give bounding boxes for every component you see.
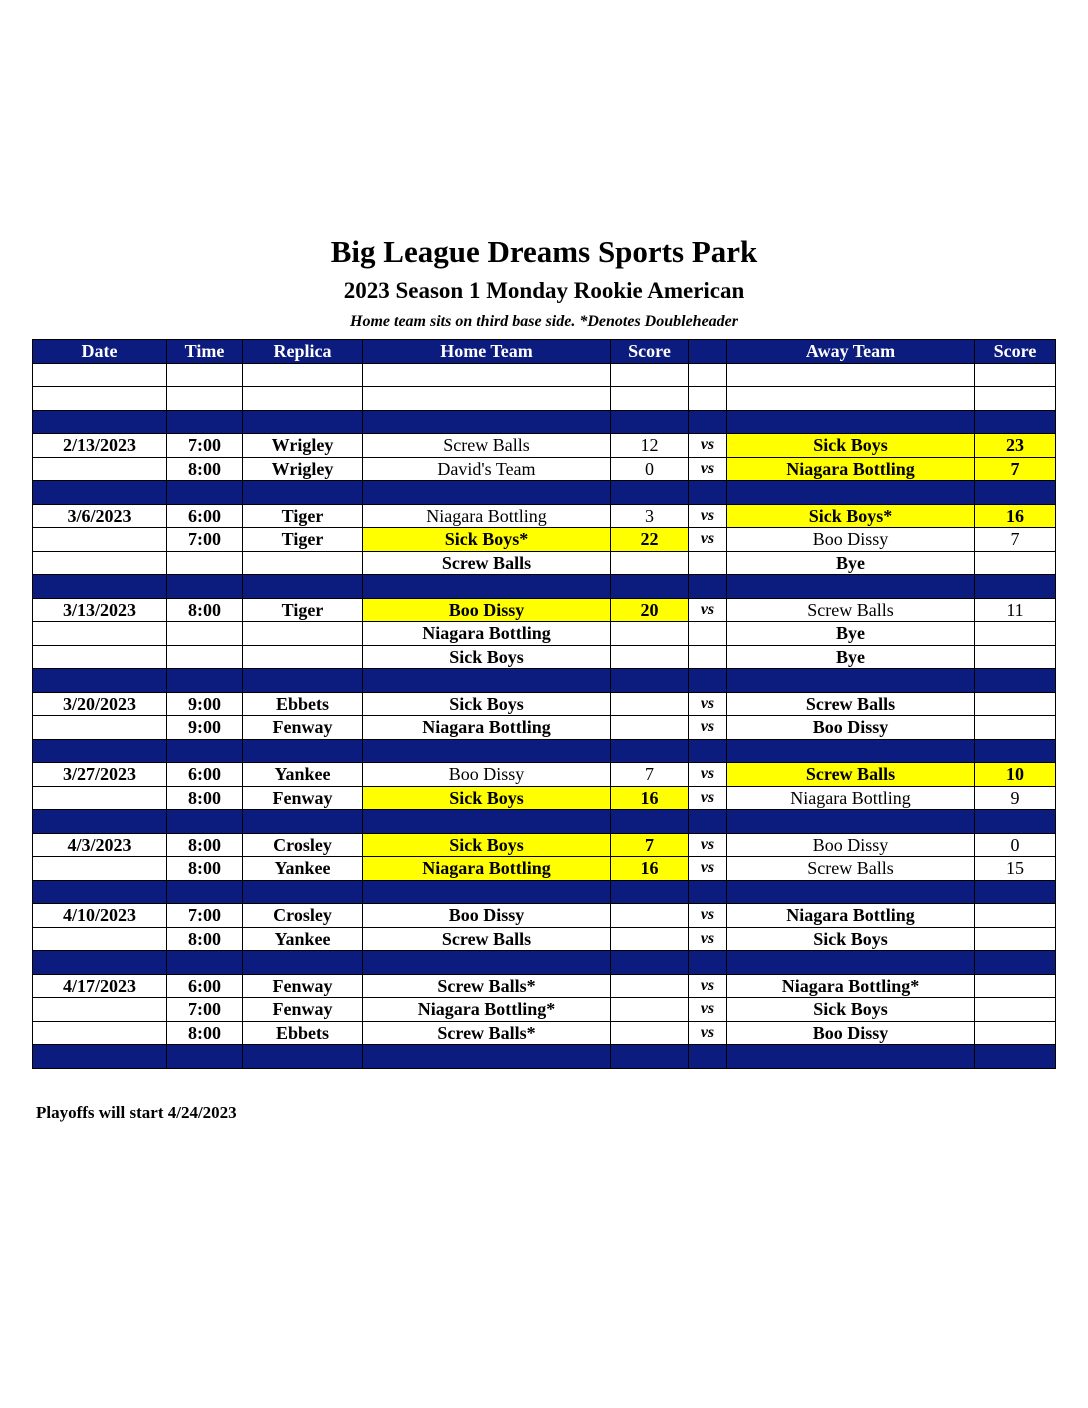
- game-replica: Tiger: [243, 504, 363, 528]
- separator-cell: [167, 575, 243, 599]
- separator-cell: [167, 880, 243, 904]
- away-team: Niagara Bottling: [727, 786, 975, 810]
- home-team: Screw Balls*: [363, 1021, 611, 1045]
- blank-cell: [727, 387, 975, 411]
- vs-label: vs: [689, 1021, 727, 1045]
- separator-cell: [167, 410, 243, 434]
- header-replica: Replica: [243, 340, 363, 364]
- separator-cell: [611, 810, 689, 834]
- game-date: [33, 457, 167, 481]
- game-time: 8:00: [167, 1021, 243, 1045]
- separator-cell: [689, 1045, 727, 1069]
- game-date: 2/13/2023: [33, 434, 167, 458]
- home-team: Screw Balls: [363, 434, 611, 458]
- game-time: 9:00: [167, 716, 243, 740]
- game-replica: Crosley: [243, 833, 363, 857]
- away-team: Bye: [727, 645, 975, 669]
- game-date: [33, 998, 167, 1022]
- page-subtitle: 2023 Season 1 Monday Rookie American: [343, 278, 745, 303]
- blank-cell: [689, 363, 727, 387]
- home-score: 0: [611, 457, 689, 481]
- separator-cell: [975, 880, 1056, 904]
- game-row: [33, 504, 1056, 528]
- game-replica: Fenway: [243, 974, 363, 998]
- home-team: Sick Boys: [363, 786, 611, 810]
- home-score: [611, 974, 689, 998]
- home-team: Sick Boys: [363, 645, 611, 669]
- separator-cell: [611, 410, 689, 434]
- home-score: [611, 551, 689, 575]
- game-row: [33, 692, 1056, 716]
- vs-label: [689, 645, 727, 669]
- away-team: Boo Dissy: [727, 1021, 975, 1045]
- separator-cell: [243, 575, 363, 599]
- home-team: Niagara Bottling: [363, 622, 611, 646]
- home-team: Sick Boys: [363, 833, 611, 857]
- separator-cell: [363, 1045, 611, 1069]
- game-time: 7:00: [167, 998, 243, 1022]
- header-home-score: Score: [611, 340, 689, 364]
- separator-cell: [689, 951, 727, 975]
- separator-cell: [975, 410, 1056, 434]
- separator-cell: [975, 575, 1056, 599]
- separator-cell: [611, 880, 689, 904]
- separator-cell: [727, 951, 975, 975]
- vs-label: vs: [689, 857, 727, 881]
- away-score: [975, 927, 1056, 951]
- vs-label: vs: [689, 716, 727, 740]
- game-replica: [243, 551, 363, 575]
- home-team: Boo Dissy: [363, 763, 611, 787]
- vs-label: vs: [689, 504, 727, 528]
- separator-cell: [975, 481, 1056, 505]
- away-score: [975, 974, 1056, 998]
- header-row: [33, 340, 1056, 364]
- header-date: Date: [33, 340, 167, 364]
- vs-label: vs: [689, 927, 727, 951]
- separator-cell: [167, 481, 243, 505]
- separator-cell: [727, 575, 975, 599]
- header-home-team: Home Team: [363, 340, 611, 364]
- vs-label: vs: [689, 974, 727, 998]
- home-score: 22: [611, 528, 689, 552]
- game-time: 8:00: [167, 598, 243, 622]
- separator-cell: [243, 481, 363, 505]
- separator-cell: [33, 410, 167, 434]
- separator-cell: [243, 1045, 363, 1069]
- header-away-score: Score: [975, 340, 1056, 364]
- game-row: [33, 434, 1056, 458]
- home-team: Screw Balls: [363, 551, 611, 575]
- home-team: Sick Boys*: [363, 528, 611, 552]
- game-replica: Fenway: [243, 998, 363, 1022]
- separator-row: [33, 951, 1056, 975]
- separator-cell: [611, 575, 689, 599]
- game-replica: Ebbets: [243, 1021, 363, 1045]
- page-title: Big League Dreams Sports Park: [330, 234, 758, 269]
- away-team: Niagara Bottling: [727, 904, 975, 928]
- blank-cell: [363, 387, 611, 411]
- blank-row: [33, 363, 1056, 387]
- vs-label: [689, 622, 727, 646]
- game-row: [33, 645, 1056, 669]
- separator-cell: [167, 739, 243, 763]
- separator-cell: [727, 880, 975, 904]
- separator-cell: [975, 669, 1056, 693]
- game-time: 8:00: [167, 927, 243, 951]
- separator-cell: [689, 410, 727, 434]
- away-team: Bye: [727, 622, 975, 646]
- away-team: Sick Boys: [727, 434, 975, 458]
- separator-cell: [363, 575, 611, 599]
- blank-cell: [243, 387, 363, 411]
- separator-cell: [611, 739, 689, 763]
- blank-cell: [243, 363, 363, 387]
- away-score: 23: [975, 434, 1056, 458]
- away-team: Screw Balls: [727, 692, 975, 716]
- separator-cell: [363, 880, 611, 904]
- game-time: 8:00: [167, 786, 243, 810]
- away-score: 16: [975, 504, 1056, 528]
- game-date: [33, 786, 167, 810]
- home-team: Niagara Bottling: [363, 504, 611, 528]
- game-replica: Yankee: [243, 763, 363, 787]
- home-score: 3: [611, 504, 689, 528]
- game-date: 3/6/2023: [33, 504, 167, 528]
- away-score: 7: [975, 528, 1056, 552]
- separator-row: [33, 575, 1056, 599]
- game-date: [33, 716, 167, 740]
- home-score: [611, 1021, 689, 1045]
- game-row: [33, 598, 1056, 622]
- separator-cell: [975, 951, 1056, 975]
- separator-cell: [243, 810, 363, 834]
- away-score: [975, 998, 1056, 1022]
- separator-cell: [33, 880, 167, 904]
- game-time: 6:00: [167, 763, 243, 787]
- game-replica: Yankee: [243, 857, 363, 881]
- game-date: 4/10/2023: [33, 904, 167, 928]
- header-time: Time: [167, 340, 243, 364]
- home-score: 20: [611, 598, 689, 622]
- separator-cell: [243, 410, 363, 434]
- game-replica: Fenway: [243, 716, 363, 740]
- header-vs: [689, 340, 727, 364]
- away-team: Screw Balls: [727, 598, 975, 622]
- separator-cell: [689, 810, 727, 834]
- game-time: 9:00: [167, 692, 243, 716]
- separator-row: [33, 1045, 1056, 1069]
- separator-cell: [363, 481, 611, 505]
- game-row: [33, 786, 1056, 810]
- vs-label: vs: [689, 763, 727, 787]
- game-replica: Ebbets: [243, 692, 363, 716]
- home-team: Boo Dissy: [363, 904, 611, 928]
- home-team: Niagara Bottling: [363, 716, 611, 740]
- home-score: [611, 927, 689, 951]
- game-date: 3/13/2023: [33, 598, 167, 622]
- vs-label: vs: [689, 434, 727, 458]
- game-row: [33, 622, 1056, 646]
- separator-row: [33, 739, 1056, 763]
- game-time: 7:00: [167, 904, 243, 928]
- separator-cell: [611, 669, 689, 693]
- separator-cell: [611, 1045, 689, 1069]
- separator-cell: [689, 880, 727, 904]
- home-team: Screw Balls*: [363, 974, 611, 998]
- home-score: [611, 998, 689, 1022]
- game-time: [167, 551, 243, 575]
- game-row: [33, 551, 1056, 575]
- game-replica: [243, 645, 363, 669]
- away-score: 7: [975, 457, 1056, 481]
- home-team: Screw Balls: [363, 927, 611, 951]
- home-team: Niagara Bottling*: [363, 998, 611, 1022]
- separator-cell: [33, 951, 167, 975]
- separator-cell: [689, 481, 727, 505]
- separator-cell: [975, 739, 1056, 763]
- away-score: [975, 1021, 1056, 1045]
- blank-cell: [611, 387, 689, 411]
- game-date: [33, 528, 167, 552]
- separator-cell: [363, 810, 611, 834]
- game-row: [33, 833, 1056, 857]
- vs-label: vs: [689, 833, 727, 857]
- separator-cell: [727, 810, 975, 834]
- home-score: 16: [611, 786, 689, 810]
- separator-cell: [363, 951, 611, 975]
- away-team: Boo Dissy: [727, 716, 975, 740]
- blank-cell: [689, 387, 727, 411]
- separator-row: [33, 481, 1056, 505]
- vs-label: vs: [689, 998, 727, 1022]
- home-score: [611, 645, 689, 669]
- separator-cell: [167, 1045, 243, 1069]
- blank-cell: [975, 363, 1056, 387]
- header-away-team: Away Team: [727, 340, 975, 364]
- game-date: [33, 1021, 167, 1045]
- game-date: [33, 622, 167, 646]
- separator-cell: [243, 951, 363, 975]
- away-score: [975, 645, 1056, 669]
- separator-cell: [727, 1045, 975, 1069]
- game-replica: Tiger: [243, 598, 363, 622]
- separator-cell: [167, 669, 243, 693]
- separator-cell: [33, 669, 167, 693]
- game-time: 8:00: [167, 857, 243, 881]
- game-row: [33, 974, 1056, 998]
- separator-cell: [243, 669, 363, 693]
- separator-cell: [33, 810, 167, 834]
- separator-row: [33, 880, 1056, 904]
- separator-cell: [727, 739, 975, 763]
- separator-cell: [363, 410, 611, 434]
- away-team: Boo Dissy: [727, 528, 975, 552]
- away-team: Sick Boys*: [727, 504, 975, 528]
- home-score: 16: [611, 857, 689, 881]
- game-replica: [243, 622, 363, 646]
- separator-cell: [611, 481, 689, 505]
- away-team: Niagara Bottling*: [727, 974, 975, 998]
- away-team: Screw Balls: [727, 857, 975, 881]
- game-time: [167, 622, 243, 646]
- blank-cell: [611, 363, 689, 387]
- separator-cell: [33, 739, 167, 763]
- separator-cell: [689, 669, 727, 693]
- game-date: [33, 551, 167, 575]
- separator-cell: [689, 575, 727, 599]
- home-team: Sick Boys: [363, 692, 611, 716]
- home-score: [611, 692, 689, 716]
- away-score: 11: [975, 598, 1056, 622]
- home-team: Niagara Bottling: [363, 857, 611, 881]
- game-replica: Yankee: [243, 927, 363, 951]
- game-time: 8:00: [167, 833, 243, 857]
- game-date: 3/27/2023: [33, 763, 167, 787]
- vs-label: vs: [689, 528, 727, 552]
- away-score: [975, 904, 1056, 928]
- separator-row: [33, 669, 1056, 693]
- home-score: 7: [611, 833, 689, 857]
- separator-cell: [611, 951, 689, 975]
- game-row: [33, 716, 1056, 740]
- home-score: 7: [611, 763, 689, 787]
- game-row: [33, 763, 1056, 787]
- separator-row: [33, 410, 1056, 434]
- vs-label: vs: [689, 598, 727, 622]
- blank-cell: [727, 363, 975, 387]
- game-date: 4/17/2023: [33, 974, 167, 998]
- separator-cell: [167, 810, 243, 834]
- game-row: [33, 457, 1056, 481]
- game-time: [167, 645, 243, 669]
- home-team: David's Team: [363, 457, 611, 481]
- away-score: 9: [975, 786, 1056, 810]
- vs-label: vs: [689, 904, 727, 928]
- vs-label: vs: [689, 692, 727, 716]
- game-replica: Tiger: [243, 528, 363, 552]
- blank-cell: [167, 387, 243, 411]
- separator-cell: [243, 880, 363, 904]
- home-score: 12: [611, 434, 689, 458]
- home-score: [611, 716, 689, 740]
- blank-cell: [363, 363, 611, 387]
- game-date: [33, 927, 167, 951]
- game-date: 3/20/2023: [33, 692, 167, 716]
- separator-cell: [727, 481, 975, 505]
- blank-cell: [33, 387, 167, 411]
- separator-cell: [33, 481, 167, 505]
- game-row: [33, 927, 1056, 951]
- separator-row: [33, 810, 1056, 834]
- game-row: [33, 528, 1056, 552]
- game-row: [33, 857, 1056, 881]
- game-row: [33, 904, 1056, 928]
- away-score: 15: [975, 857, 1056, 881]
- away-score: [975, 716, 1056, 740]
- schedule-table: [32, 339, 1056, 1069]
- away-team: Screw Balls: [727, 763, 975, 787]
- separator-cell: [975, 1045, 1056, 1069]
- away-team: Sick Boys: [727, 998, 975, 1022]
- game-time: 8:00: [167, 457, 243, 481]
- home-score: [611, 622, 689, 646]
- separator-cell: [363, 739, 611, 763]
- game-time: 7:00: [167, 528, 243, 552]
- game-time: 6:00: [167, 974, 243, 998]
- blank-cell: [167, 363, 243, 387]
- separator-cell: [727, 669, 975, 693]
- separator-cell: [167, 951, 243, 975]
- blank-cell: [975, 387, 1056, 411]
- vs-label: vs: [689, 786, 727, 810]
- home-score: [611, 904, 689, 928]
- away-team: Bye: [727, 551, 975, 575]
- separator-cell: [33, 575, 167, 599]
- away-team: Boo Dissy: [727, 833, 975, 857]
- game-time: 6:00: [167, 504, 243, 528]
- separator-cell: [689, 739, 727, 763]
- game-row: [33, 998, 1056, 1022]
- separator-cell: [243, 739, 363, 763]
- separator-cell: [975, 810, 1056, 834]
- game-replica: Wrigley: [243, 457, 363, 481]
- game-replica: Crosley: [243, 904, 363, 928]
- away-score: 0: [975, 833, 1056, 857]
- vs-label: [689, 551, 727, 575]
- blank-cell: [33, 363, 167, 387]
- game-date: 4/3/2023: [33, 833, 167, 857]
- away-score: [975, 622, 1056, 646]
- separator-cell: [33, 1045, 167, 1069]
- away-score: [975, 551, 1056, 575]
- separator-cell: [727, 410, 975, 434]
- playoffs-note: Playoffs will start 4/24/2023: [36, 1103, 237, 1122]
- game-time: 7:00: [167, 434, 243, 458]
- game-date: [33, 645, 167, 669]
- game-replica: Wrigley: [243, 434, 363, 458]
- game-replica: Fenway: [243, 786, 363, 810]
- vs-label: vs: [689, 457, 727, 481]
- blank-row: [33, 387, 1056, 411]
- home-team: Boo Dissy: [363, 598, 611, 622]
- away-team: Niagara Bottling: [727, 457, 975, 481]
- away-team: Sick Boys: [727, 927, 975, 951]
- away-score: 10: [975, 763, 1056, 787]
- game-row: [33, 1021, 1056, 1045]
- schedule-note: Home team sits on third base side. *Denotes Doubleheader: [350, 313, 738, 330]
- away-score: [975, 692, 1056, 716]
- game-date: [33, 857, 167, 881]
- separator-cell: [363, 669, 611, 693]
